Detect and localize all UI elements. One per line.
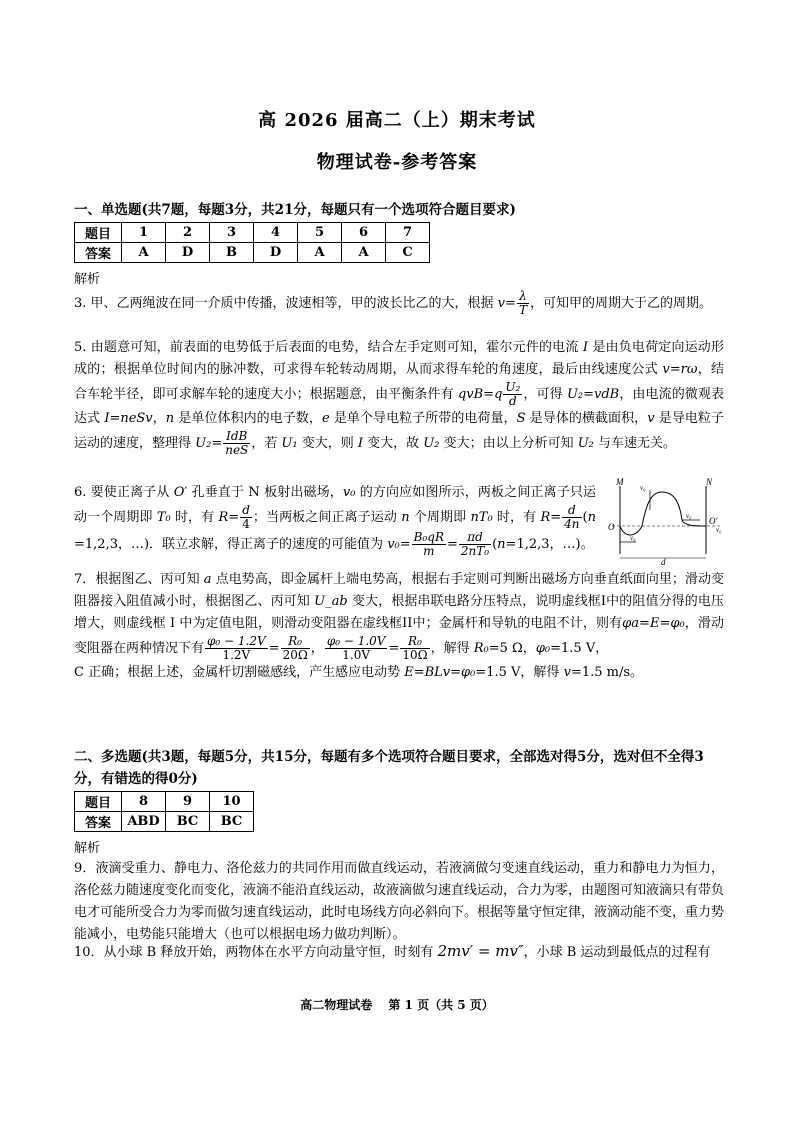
q10-explanation: 10．从小球 B 释放开始，两物体在水平方向动量守恒，时刻有 2mv′ = mv″，小球 B 运动到最低点的过程有 [74, 942, 711, 960]
q5-explanation: 5. 由题意可知，前表面的电势低于后表面的电势，结合左手定则可知，霍尔元件的电流 I 是由负电荷定向运动形成的；根据单位时间内的脉冲数，可求得车轮转动周期，从而求得车轮的角速度，最后由线速度公式 v=rω，结合车轮半径，即可求解车轮的速度大小；根据题意，由平衡条件有 qvB=q $\frac{\text{U₂}}{d}$ ，可得 U₂=vdB，由电流的微观表达式 I=neSv，n 是单位体积内的电子数，e 是单个导电粒子所带的电荷量，S 是导体的横截面积，v 是导电粒子运动的速度，整理得 U₂= $\frac{\text{IdB}}{\text{neS}}$ ，若 U₁ 变大，则 I 变大，故 U₂ 变大；由以上分析可知 U₂ 与车速无关。 [74, 340, 724, 457]
table-header-cell: 题目 [75, 223, 122, 243]
label-v0: v₀ [640, 484, 646, 492]
table-row [75, 812, 254, 832]
fraction: $\frac{d}{4n}$ [564, 503, 580, 531]
question-number-cell: 1 [122, 223, 166, 243]
question-number-cell: 2 [166, 223, 210, 243]
page-footer: 高二物理试卷 第 1 页（共 5 页） [300, 998, 494, 1012]
label-o: O [608, 522, 615, 532]
table-row [75, 223, 430, 243]
label-v0: v₀ [630, 534, 636, 542]
fraction: $\frac{\text{R₀}}{20\Omega}$ [282, 634, 308, 662]
fraction: $\frac{\text{B₀qR}}{m}$ [413, 530, 444, 558]
section2-answer-table [74, 791, 254, 832]
fraction: $\frac{\text{φ₀ − 1.0V}}{1.0V}$ [326, 634, 386, 662]
fraction: $\frac{\text{IdB}}{\text{neS}}$ [225, 429, 249, 457]
fraction: $\frac{\text{U₂}}{d}$ [505, 380, 521, 408]
answer-cell: BC [166, 812, 210, 832]
q3-explanation: 3. 甲、乙两绳波在同一介质中传播，波速相等，甲的波长比乙的大，根据 v= $\frac{\lambda}{T}$ ，可知甲的周期大于乙的周期。 [74, 289, 712, 317]
label-o-prime: O′ [709, 516, 718, 526]
section1-heading: 一、单选题(共7题，每题3分，共21分，每题只有一个选项符合题目要求) [74, 202, 516, 218]
label-m: M [616, 477, 624, 487]
answer-cell: D [254, 243, 298, 263]
ion-trajectory [620, 492, 706, 535]
question-number-cell: 8 [122, 792, 166, 812]
q6-explanation: 6. 要使正离子从 O′ 孔垂直于 N 板射出磁场，v₀ 的方向应如图所示，两板之间正离子只运动一个周期即 T₀ 时，有 R= $\frac{d}{4}$ ；当两板之间正离子运动 n 个周期即 nT₀ 时，有 R= $\frac{d}{4n}$ (n =1,2,3，…)．联立求解，得正离子的速度的可能值为 v₀= $\frac{\text{B₀qR}}{m}$ = $\frac{\pi d}{\text{2nT₀}}$ (n=1,2,3，…)。 [74, 485, 597, 558]
q6-magnetic-field-figure [606, 476, 728, 566]
answer-cell: D [166, 243, 210, 263]
fraction: $\frac{\lambda}{T}$ [518, 289, 527, 317]
question-number-cell: 9 [166, 792, 210, 812]
question-number-cell: 7 [386, 223, 430, 243]
section1-answer-table [74, 222, 430, 263]
label-v0: v₀ [716, 526, 722, 534]
exam-subtitle: 物理试卷-参考答案 [316, 152, 478, 173]
fraction: $\frac{\pi d}{\text{2nT₀}}$ [460, 530, 490, 558]
question-number-cell: 10 [210, 792, 254, 812]
fraction: $\frac{\text{φ₀ − 1.2V}}{1.2V}$ [207, 634, 266, 662]
label-n: N [706, 477, 713, 487]
answer-cell: A [298, 243, 342, 263]
exam-title: 高 2026 届高二（上）期末考试 [258, 110, 536, 131]
label-d: d [661, 557, 666, 566]
question-number-cell: 5 [298, 223, 342, 243]
answer-cell: B [210, 243, 254, 263]
q7-explanation: 7．根据图乙、丙可知 a 点电势高，即金属杆上端电势高，根据右手定则可判断出磁场方向垂直纸面向里；滑动变阻器接入阻值减小时，根据图乙、丙可知 U_ab 变大，根据串联电路分压特点，说明虚线框I中的阻值分得的电压增大，则虚线框 I 中为定值电阻，则滑动变阻器在虚线框II中；金属杆和导轨的电阻不计，则有φa=E=φ₀，滑动变阻器在两种情况下有 $\frac{\text{φ₀ − 1.2V}}{1.2V}$ = $\frac{\text{R₀}}{20\Omega}$ ， $\frac{\text{φ₀ − 1.0V}}{1.0V}$ = $\frac{\text{R₀}}{10\Omega}$ ，解得 R₀=5 Ω，φ₀=1.5 V， C 正确；根据上述，金属杆切割磁感线，产生感应电动势 E=BLv=φ₀=1.5 V，解得 v=1.5 m/s。 [74, 572, 724, 680]
table-header-cell: 题目 [75, 792, 122, 812]
analysis-label: 解析 [74, 272, 101, 287]
question-number-cell: 3 [210, 223, 254, 243]
table-row [75, 792, 254, 812]
answer-cell: BC [210, 812, 254, 832]
table-header-cell: 答案 [75, 243, 122, 263]
fraction: $\frac{\text{R₀}}{10\Omega}$ [402, 634, 428, 662]
answer-cell: A [122, 243, 166, 263]
answer-cell: A [342, 243, 386, 263]
question-number-cell: 6 [342, 223, 386, 243]
section2-heading: 二、多选题(共3题，每题5分，共15分，每题有多个选项符合题目要求，全部选对得5分，选对但不全得3分，有错选的得0分) [74, 749, 704, 787]
label-v0: v₀ [686, 512, 692, 520]
table-row [75, 243, 430, 263]
q9-explanation: 9．液滴受重力、静电力、洛伦兹力的共同作用而做直线运动，若液滴做匀变速直线运动，重力和静电力为恒力，洛伦兹力随速度变化而变化，液滴不能沿直线运动，故液滴做匀速直线运动，合力为零，由题图可知液滴只有带负电才可能所受合力为零而做匀速直线运动，此时电场线方向必斜向下。根据等量守恒定律，液滴动能不变，重力势能减小，电势能只能增大（也可以根据电场力做功判断）。 [74, 861, 725, 942]
fraction: $\frac{d}{4}$ [242, 503, 250, 531]
analysis-label: 解析 [74, 841, 101, 856]
table-header-cell: 答案 [75, 812, 122, 832]
question-number-cell: 4 [254, 223, 298, 243]
answer-cell: C [386, 243, 430, 263]
answer-cell: ABD [122, 812, 166, 832]
